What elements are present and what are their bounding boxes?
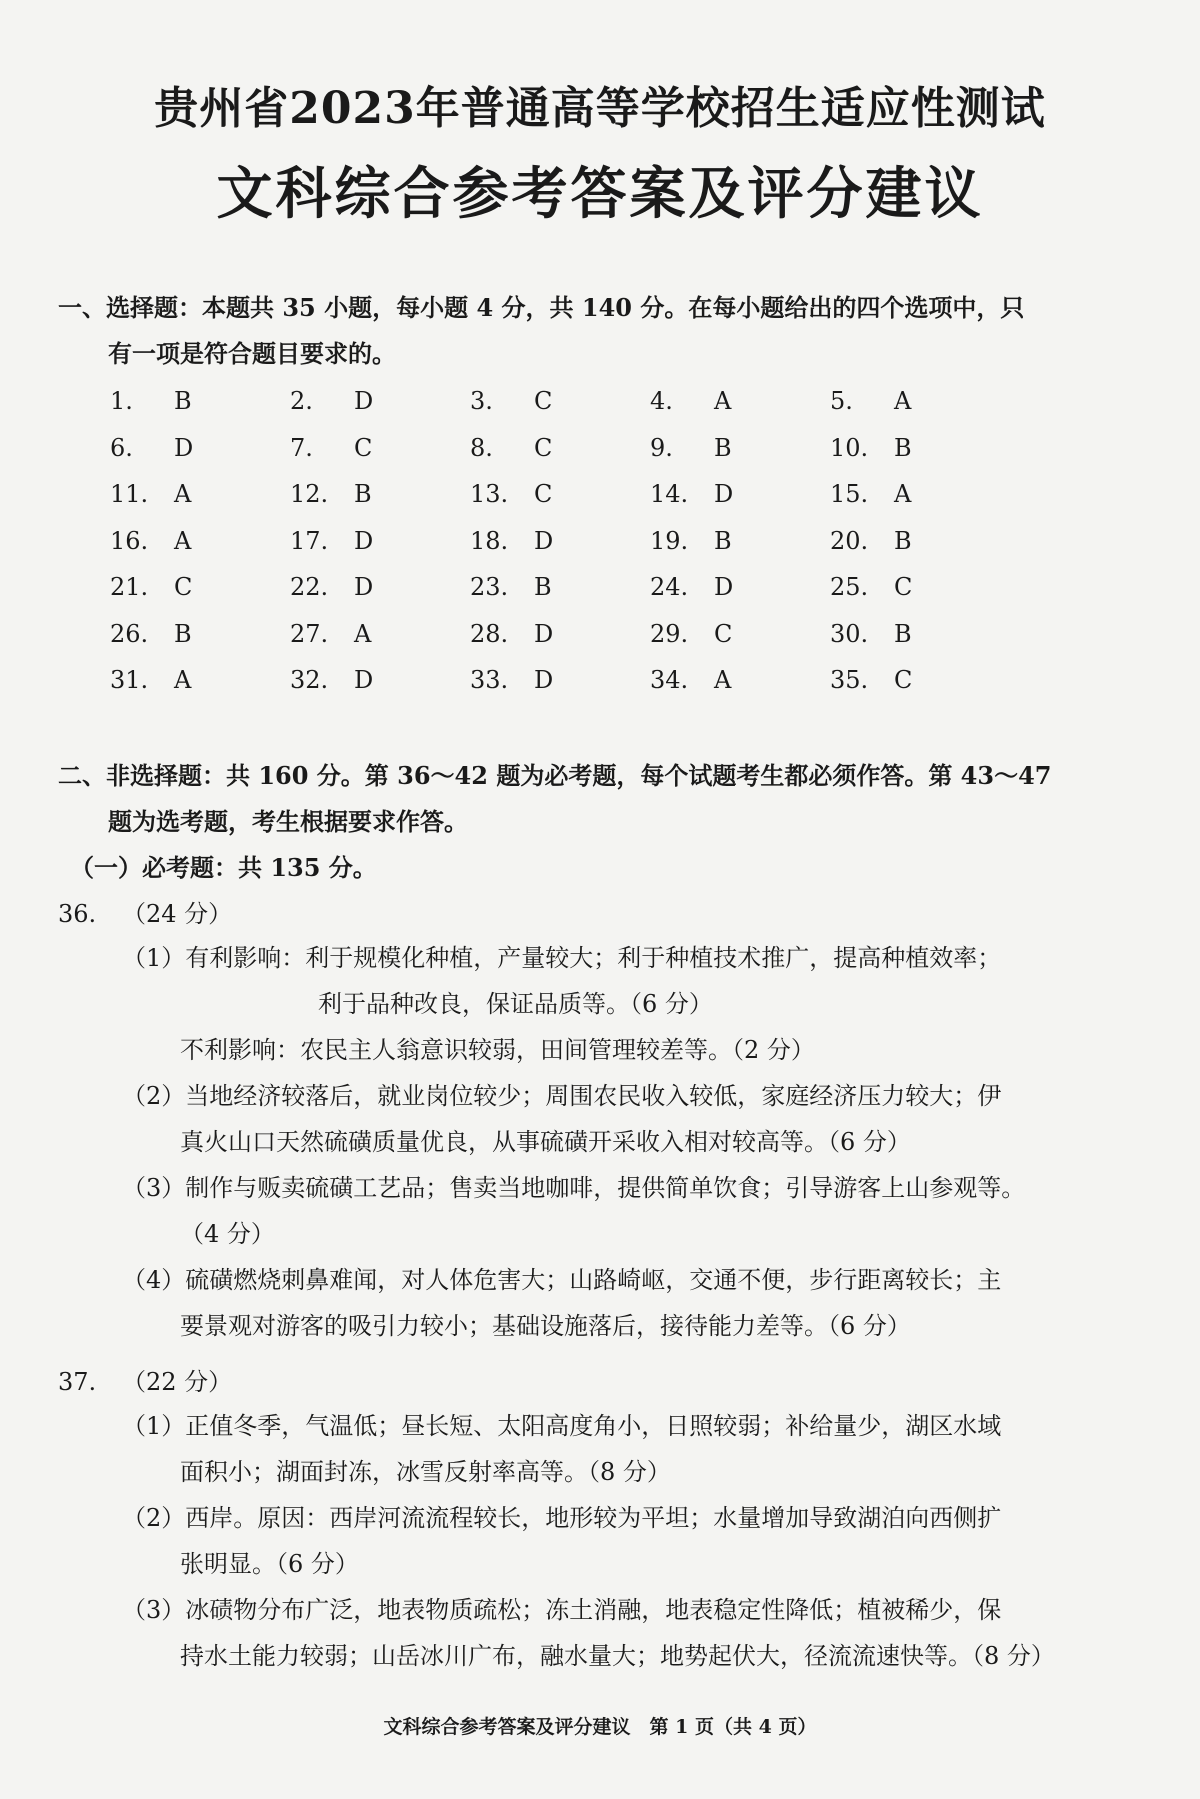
answer-question-number: 31. — [110, 666, 149, 695]
answer-line: （3）制作与贩卖硫磺工艺品；售卖当地咖啡，提供简单饮食；引导游客上山参观等。 — [122, 1174, 1026, 1202]
answer-question-number: 2. — [290, 387, 313, 416]
answer-choice-letter: B — [714, 526, 732, 555]
answer-question-number: 12. — [290, 480, 329, 509]
question-score: （22 分） — [122, 1368, 233, 1396]
answer-question-number: 19. — [650, 526, 689, 555]
answer-row — [110, 611, 1010, 658]
answer-question-number: 13. — [470, 480, 509, 509]
answer-choice-letter: A — [354, 619, 372, 648]
answer-choice-letter: B — [894, 619, 912, 648]
answer-choice-letter: D — [714, 573, 734, 602]
answer-question-number: 16. — [110, 526, 149, 555]
answer-item — [110, 387, 290, 415]
page-subtitle: 文科综合参考答案及评分建议 — [216, 161, 984, 227]
answer-item — [830, 434, 1010, 462]
answer-choice-letter: D — [714, 480, 734, 509]
answer-question-number: 10. — [830, 433, 869, 462]
answer-choice-letter: C — [534, 433, 553, 462]
part1-instructions-line1: 一、选择题：本题共 35 小题，每小题 4 分，共 140 分。在每小题给出的四个选项中，只 — [58, 293, 1025, 322]
answer-line: （2）西岸。原因：西岸河流流程较长，地形较为平坦；水量增加导致湖泊向西侧扩 — [122, 1504, 1002, 1532]
answer-choice-letter: D — [534, 619, 554, 648]
answer-choice-letter: D — [534, 526, 554, 555]
answer-question-number: 26. — [110, 619, 149, 648]
answer-item — [470, 387, 650, 415]
answer-choice-letter: D — [354, 526, 374, 555]
answer-line: 张明显。（6 分） — [180, 1550, 359, 1578]
answer-item — [830, 620, 1010, 648]
answer-choice-letter: D — [354, 387, 374, 416]
answer-line: 面积小；湖面封冻，冰雪反射率高等。（8 分） — [180, 1458, 671, 1486]
question-36-answer — [122, 935, 1122, 1349]
answer-choice-letter: C — [894, 666, 913, 695]
answer-choice-letter: B — [714, 433, 732, 462]
answer-question-number: 3. — [470, 387, 493, 416]
answer-question-number: 35. — [830, 666, 869, 695]
answer-choice-letter: D — [354, 666, 374, 695]
answer-item — [830, 527, 1010, 555]
part2-instructions-line1: 二、非选择题：共 160 分。第 36～42 题为必考题，每个试题考生都必须作答。第 43～47 — [58, 761, 1052, 790]
answer-choice-letter: D — [354, 573, 374, 602]
answer-choice-letter: A — [894, 387, 912, 416]
answer-item — [470, 573, 650, 601]
answer-item — [830, 387, 1010, 415]
part2-instructions-line2: 题为选考题，考生根据要求作答。 — [108, 807, 468, 836]
question-score: （24 分） — [122, 900, 233, 928]
answer-item — [650, 620, 830, 648]
answer-question-number: 14. — [650, 480, 689, 509]
answer-item — [290, 434, 470, 462]
answer-question-number: 15. — [830, 480, 869, 509]
answer-choice-letter: B — [174, 387, 192, 416]
answer-row — [110, 657, 1010, 704]
answer-choice-letter: B — [894, 526, 912, 555]
answer-question-number: 8. — [470, 433, 493, 462]
answer-item — [470, 480, 650, 508]
answer-question-number: 21. — [110, 573, 149, 602]
answer-item — [470, 620, 650, 648]
answer-choice-letter: B — [534, 573, 552, 602]
answer-row — [110, 425, 1010, 472]
answer-choice-letter: B — [354, 480, 372, 509]
answer-item — [470, 666, 650, 694]
answer-question-number: 1. — [110, 387, 133, 416]
part1-instructions-line2: 有一项是符合题目要求的。 — [108, 339, 396, 368]
answer-item — [290, 387, 470, 415]
page-footer: 文科综合参考答案及评分建议 第 1 页（共 4 页） — [383, 1716, 817, 1738]
answer-choice-letter: C — [534, 387, 553, 416]
answer-question-number: 32. — [290, 666, 329, 695]
answer-choice-letter: A — [174, 526, 192, 555]
answer-question-number: 30. — [830, 619, 869, 648]
answer-question-number: 17. — [290, 526, 329, 555]
answer-item — [470, 527, 650, 555]
answer-item — [290, 527, 470, 555]
answer-item — [650, 387, 830, 415]
answer-line: 不利影响：农民主人翁意识较弱，田间管理较差等。（2 分） — [180, 1036, 815, 1064]
answer-item — [290, 620, 470, 648]
answer-question-number: 7. — [290, 433, 313, 462]
answer-question-number: 6. — [110, 433, 133, 462]
answer-question-number: 18. — [470, 526, 509, 555]
answer-line: 真火山口天然硫磺质量优良，从事硫磺开采收入相对较高等。（6 分） — [180, 1128, 911, 1156]
answer-choice-letter: D — [174, 433, 194, 462]
answer-question-number: 11. — [110, 480, 149, 509]
answer-choice-letter: C — [534, 480, 553, 509]
answer-question-number: 4. — [650, 387, 673, 416]
answer-item — [110, 666, 290, 694]
answer-row — [110, 518, 1010, 565]
answer-choice-letter: D — [534, 666, 554, 695]
answer-item — [650, 480, 830, 508]
answer-question-number: 28. — [470, 619, 509, 648]
answer-line: （3）冰碛物分布广泛，地表物质疏松；冻土消融，地表稳定性降低；植被稀少，保 — [122, 1596, 1002, 1624]
multiple-choice-answer-grid — [110, 378, 1010, 704]
answer-item — [110, 434, 290, 462]
page-title: 贵州省2023年普通高等学校招生适应性测试 — [154, 83, 1046, 134]
answer-item — [290, 480, 470, 508]
answer-choice-letter: C — [894, 573, 913, 602]
answer-item — [290, 666, 470, 694]
answer-question-number: 25. — [830, 573, 869, 602]
answer-choice-letter: B — [174, 619, 192, 648]
answer-question-number: 27. — [290, 619, 329, 648]
answer-question-number: 29. — [650, 619, 689, 648]
answer-item — [110, 527, 290, 555]
answer-item — [830, 480, 1010, 508]
required-section-heading: （一）必考题：共 135 分。 — [70, 853, 377, 882]
answer-row — [110, 378, 1010, 425]
answer-question-number: 9. — [650, 433, 673, 462]
answer-choice-letter: A — [174, 480, 192, 509]
answer-line: （2）当地经济较落后，就业岗位较少；周围农民收入较低，家庭经济压力较大；伊 — [122, 1082, 1002, 1110]
answer-row — [110, 471, 1010, 518]
answer-item — [830, 573, 1010, 601]
answer-choice-letter: C — [174, 573, 193, 602]
answer-line: 要景观对游客的吸引力较小；基础设施落后，接待能力差等。（6 分） — [180, 1312, 911, 1340]
answer-item — [650, 527, 830, 555]
answer-choice-letter: B — [894, 433, 912, 462]
answer-line: （4 分） — [180, 1220, 275, 1248]
answer-item — [650, 434, 830, 462]
answer-choice-letter: A — [894, 480, 912, 509]
answer-item — [110, 480, 290, 508]
answer-question-number: 20. — [830, 526, 869, 555]
answer-choice-letter: C — [354, 433, 373, 462]
question-37-heading — [58, 1362, 232, 1397]
answer-question-number: 24. — [650, 573, 689, 602]
answer-item — [470, 434, 650, 462]
question-number: 37. — [58, 1368, 97, 1396]
question-36-heading — [58, 894, 232, 929]
answer-row — [110, 564, 1010, 611]
question-number: 36. — [58, 900, 97, 928]
answer-question-number: 22. — [290, 573, 329, 602]
answer-line: 持水土能力较弱；山岳冰川广布，融水量大；地势起伏大，径流流速快等。（8 分） — [180, 1642, 1055, 1670]
answer-question-number: 5. — [830, 387, 853, 416]
answer-choice-letter: C — [714, 619, 733, 648]
answer-item — [830, 666, 1010, 694]
answer-choice-letter: A — [714, 387, 732, 416]
answer-item — [110, 620, 290, 648]
answer-item — [110, 573, 290, 601]
question-37-answer — [122, 1403, 1122, 1679]
answer-question-number: 33. — [470, 666, 509, 695]
answer-line: 利于品种改良，保证品质等。（6 分） — [318, 990, 713, 1018]
answer-choice-letter: A — [174, 666, 192, 695]
answer-line: （1）正值冬季，气温低；昼长短、太阳高度角小，日照较弱；补给量少，湖区水域 — [122, 1412, 1002, 1440]
answer-line: （4）硫磺燃烧刺鼻难闻，对人体危害大；山路崎岖，交通不便，步行距离较长；主 — [122, 1266, 1002, 1294]
answer-line: （1）有利影响：利于规模化种植，产量较大；利于种植技术推广，提高种植效率； — [122, 944, 1002, 972]
answer-item — [650, 666, 830, 694]
answer-item — [290, 573, 470, 601]
answer-choice-letter: A — [714, 666, 732, 695]
answer-question-number: 34. — [650, 666, 689, 695]
answer-question-number: 23. — [470, 573, 509, 602]
answer-item — [650, 573, 830, 601]
